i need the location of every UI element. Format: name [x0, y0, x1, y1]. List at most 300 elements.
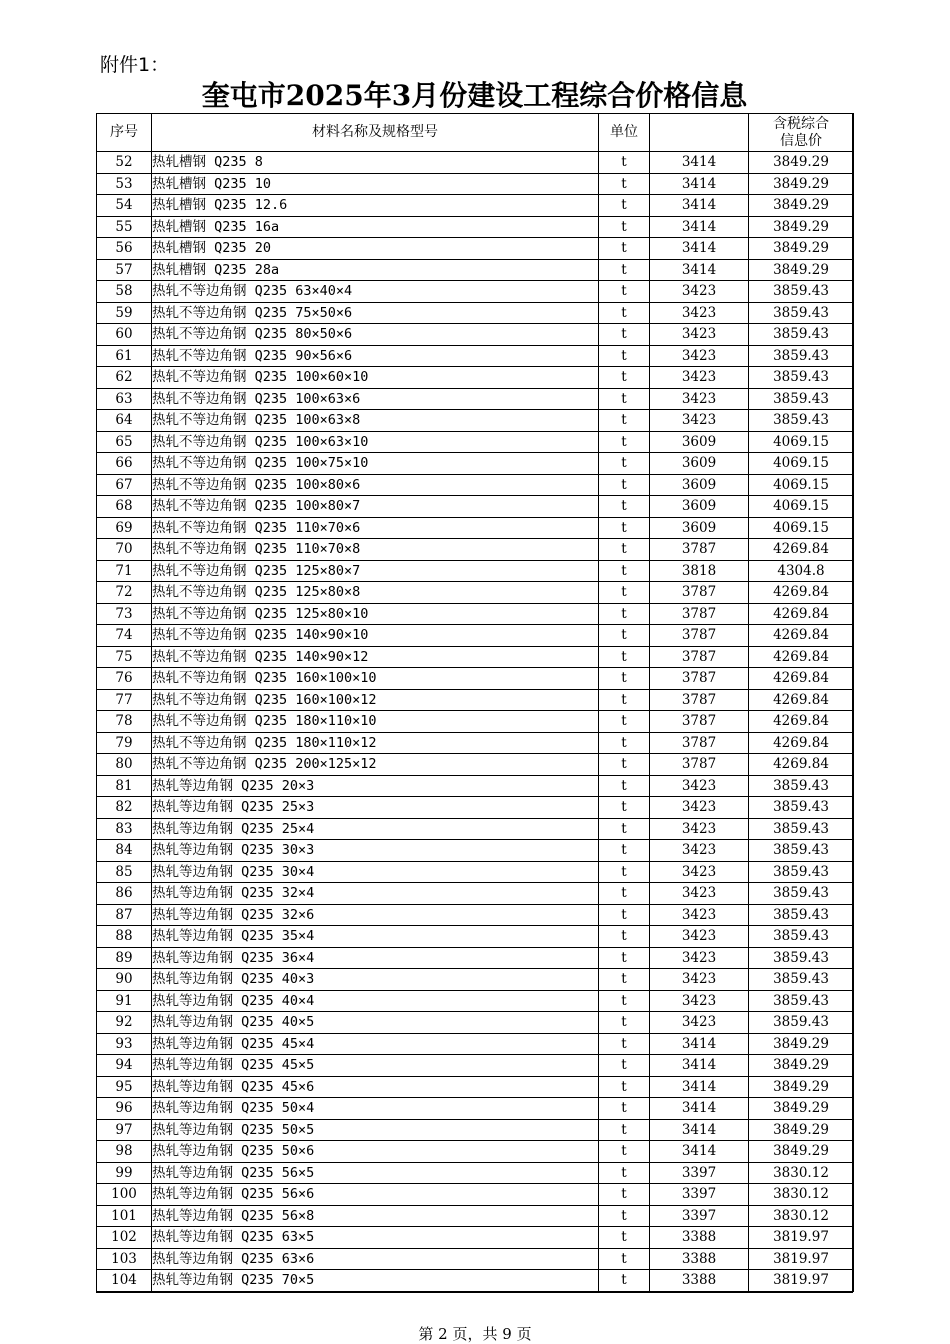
cell-price: 3849.29	[749, 1141, 854, 1163]
cell-name: 热轧等边角钢 Q235 50×4	[152, 1098, 599, 1120]
cell-seq: 68	[97, 496, 152, 518]
cell-unit: t	[599, 173, 650, 195]
cell-unit: t	[599, 259, 650, 281]
cell-seq: 100	[97, 1184, 152, 1206]
cell-seq: 99	[97, 1162, 152, 1184]
cell-seq: 83	[97, 818, 152, 840]
cell-seq: 90	[97, 969, 152, 991]
table-row	[97, 1033, 854, 1055]
table-row	[97, 1055, 854, 1077]
cell-unit: t	[599, 668, 650, 690]
cell-base: 3423	[650, 818, 749, 840]
cell-base: 3388	[650, 1227, 749, 1249]
cell-price: 3859.43	[749, 904, 854, 926]
cell-seq: 75	[97, 646, 152, 668]
cell-name: 热轧不等边角钢 Q235 75×50×6	[152, 302, 599, 324]
cell-seq: 103	[97, 1248, 152, 1270]
cell-price: 3859.43	[749, 345, 854, 367]
cell-unit: t	[599, 818, 650, 840]
cell-price: 3849.29	[749, 238, 854, 260]
cell-base: 3397	[650, 1184, 749, 1206]
header-name: 材料名称及规格型号	[152, 114, 599, 152]
table-row	[97, 453, 854, 475]
table-row	[97, 1119, 854, 1141]
cell-unit: t	[599, 797, 650, 819]
cell-name: 热轧不等边角钢 Q235 90×56×6	[152, 345, 599, 367]
cell-name: 热轧不等边角钢 Q235 180×110×10	[152, 711, 599, 733]
cell-base: 3609	[650, 517, 749, 539]
cell-unit: t	[599, 711, 650, 733]
cell-price: 3849.29	[749, 1119, 854, 1141]
cell-base: 3787	[650, 625, 749, 647]
table-row	[97, 969, 854, 991]
cell-seq: 77	[97, 689, 152, 711]
table-row	[97, 1227, 854, 1249]
cell-price: 3859.43	[749, 883, 854, 905]
cell-unit: t	[599, 1098, 650, 1120]
cell-seq: 76	[97, 668, 152, 690]
cell-price: 4069.15	[749, 517, 854, 539]
cell-name: 热轧等边角钢 Q235 56×8	[152, 1205, 599, 1227]
table-row	[97, 775, 854, 797]
cell-name: 热轧等边角钢 Q235 45×6	[152, 1076, 599, 1098]
cell-price: 3859.43	[749, 947, 854, 969]
cell-name: 热轧不等边角钢 Q235 125×80×10	[152, 603, 599, 625]
cell-unit: t	[599, 1270, 650, 1292]
cell-unit: t	[599, 474, 650, 496]
cell-unit: t	[599, 1205, 650, 1227]
cell-unit: t	[599, 238, 650, 260]
cell-price: 4269.84	[749, 603, 854, 625]
cell-name: 热轧等边角钢 Q235 40×4	[152, 990, 599, 1012]
cell-base: 3423	[650, 388, 749, 410]
cell-seq: 61	[97, 345, 152, 367]
cell-price: 3849.29	[749, 1055, 854, 1077]
cell-price: 3830.12	[749, 1184, 854, 1206]
cell-unit: t	[599, 195, 650, 217]
cell-name: 热轧等边角钢 Q235 36×4	[152, 947, 599, 969]
cell-price: 3859.43	[749, 840, 854, 862]
cell-price: 4269.84	[749, 754, 854, 776]
cell-price: 4269.84	[749, 689, 854, 711]
table-row	[97, 582, 854, 604]
table-row	[97, 689, 854, 711]
cell-unit: t	[599, 152, 650, 174]
cell-seq: 88	[97, 926, 152, 948]
cell-unit: t	[599, 1227, 650, 1249]
cell-seq: 70	[97, 539, 152, 561]
cell-unit: t	[599, 1184, 650, 1206]
cell-seq: 54	[97, 195, 152, 217]
cell-price: 4069.15	[749, 453, 854, 475]
table-row	[97, 1270, 854, 1292]
cell-base: 3414	[650, 1076, 749, 1098]
cell-seq: 58	[97, 281, 152, 303]
cell-base: 3818	[650, 560, 749, 582]
cell-name: 热轧不等边角钢 Q235 200×125×12	[152, 754, 599, 776]
table-row	[97, 1162, 854, 1184]
cell-price: 3849.29	[749, 152, 854, 174]
cell-price: 3859.43	[749, 367, 854, 389]
cell-unit: t	[599, 883, 650, 905]
cell-price: 3819.97	[749, 1248, 854, 1270]
cell-seq: 93	[97, 1033, 152, 1055]
cell-seq: 81	[97, 775, 152, 797]
cell-price: 4269.84	[749, 625, 854, 647]
cell-unit: t	[599, 410, 650, 432]
table-row	[97, 1076, 854, 1098]
cell-unit: t	[599, 1248, 650, 1270]
cell-base: 3397	[650, 1162, 749, 1184]
cell-unit: t	[599, 496, 650, 518]
table-row	[97, 517, 854, 539]
cell-seq: 62	[97, 367, 152, 389]
cell-name: 热轧不等边角钢 Q235 63×40×4	[152, 281, 599, 303]
cell-price: 4069.15	[749, 431, 854, 453]
cell-unit: t	[599, 1119, 650, 1141]
table-row	[97, 216, 854, 238]
cell-base: 3423	[650, 324, 749, 346]
cell-seq: 97	[97, 1119, 152, 1141]
table-row	[97, 345, 854, 367]
table-row	[97, 1184, 854, 1206]
cell-seq: 86	[97, 883, 152, 905]
cell-base: 3787	[650, 754, 749, 776]
cell-price: 4269.84	[749, 711, 854, 733]
cell-seq: 98	[97, 1141, 152, 1163]
table-row	[97, 625, 854, 647]
cell-name: 热轧等边角钢 Q235 32×6	[152, 904, 599, 926]
cell-seq: 59	[97, 302, 152, 324]
cell-unit: t	[599, 689, 650, 711]
table-row	[97, 797, 854, 819]
cell-base: 3423	[650, 969, 749, 991]
cell-name: 热轧不等边角钢 Q235 100×63×8	[152, 410, 599, 432]
cell-base: 3423	[650, 904, 749, 926]
cell-seq: 85	[97, 861, 152, 883]
table-header-row	[97, 114, 854, 152]
cell-unit: t	[599, 646, 650, 668]
table-row	[97, 904, 854, 926]
cell-unit: t	[599, 603, 650, 625]
cell-seq: 73	[97, 603, 152, 625]
cell-name: 热轧不等边角钢 Q235 80×50×6	[152, 324, 599, 346]
cell-unit: t	[599, 754, 650, 776]
cell-price: 3859.43	[749, 797, 854, 819]
cell-base: 3423	[650, 861, 749, 883]
table-row	[97, 195, 854, 217]
cell-price: 3859.43	[749, 926, 854, 948]
cell-seq: 94	[97, 1055, 152, 1077]
cell-base: 3414	[650, 238, 749, 260]
table-row	[97, 883, 854, 905]
cell-seq: 64	[97, 410, 152, 432]
cell-base: 3414	[650, 195, 749, 217]
table-row	[97, 388, 854, 410]
table-row	[97, 990, 854, 1012]
cell-base: 3414	[650, 216, 749, 238]
header-price-line2: 信息价	[780, 132, 822, 149]
cell-base: 3787	[650, 689, 749, 711]
cell-price: 3859.43	[749, 818, 854, 840]
cell-unit: t	[599, 904, 650, 926]
cell-name: 热轧槽钢 Q235 20	[152, 238, 599, 260]
cell-base: 3414	[650, 1033, 749, 1055]
cell-seq: 65	[97, 431, 152, 453]
cell-seq: 80	[97, 754, 152, 776]
cell-seq: 67	[97, 474, 152, 496]
cell-name: 热轧不等边角钢 Q235 160×100×10	[152, 668, 599, 690]
cell-seq: 104	[97, 1270, 152, 1292]
table-row	[97, 603, 854, 625]
cell-base: 3609	[650, 496, 749, 518]
table-row	[97, 173, 854, 195]
cell-unit: t	[599, 926, 650, 948]
cell-name: 热轧等边角钢 Q235 63×6	[152, 1248, 599, 1270]
cell-price: 3819.97	[749, 1270, 854, 1292]
cell-base: 3423	[650, 775, 749, 797]
table-row	[97, 1205, 854, 1227]
table-row	[97, 1248, 854, 1270]
cell-base: 3423	[650, 797, 749, 819]
cell-unit: t	[599, 302, 650, 324]
cell-name: 热轧不等边角钢 Q235 100×80×6	[152, 474, 599, 496]
cell-price: 3849.29	[749, 1033, 854, 1055]
cell-base: 3414	[650, 1119, 749, 1141]
cell-unit: t	[599, 281, 650, 303]
cell-seq: 96	[97, 1098, 152, 1120]
cell-name: 热轧槽钢 Q235 10	[152, 173, 599, 195]
cell-unit: t	[599, 947, 650, 969]
cell-seq: 91	[97, 990, 152, 1012]
cell-price: 3859.43	[749, 969, 854, 991]
cell-seq: 66	[97, 453, 152, 475]
table-row	[97, 947, 854, 969]
cell-seq: 101	[97, 1205, 152, 1227]
header-price	[749, 114, 854, 152]
cell-base: 3787	[650, 646, 749, 668]
cell-unit: t	[599, 345, 650, 367]
cell-seq: 69	[97, 517, 152, 539]
cell-name: 热轧不等边角钢 Q235 140×90×10	[152, 625, 599, 647]
cell-name: 热轧等边角钢 Q235 30×3	[152, 840, 599, 862]
cell-seq: 57	[97, 259, 152, 281]
cell-seq: 87	[97, 904, 152, 926]
cell-price: 3859.43	[749, 324, 854, 346]
table-row	[97, 496, 854, 518]
cell-name: 热轧等边角钢 Q235 45×5	[152, 1055, 599, 1077]
cell-price: 3830.12	[749, 1162, 854, 1184]
cell-price: 4069.15	[749, 474, 854, 496]
cell-base: 3423	[650, 281, 749, 303]
cell-price: 3859.43	[749, 410, 854, 432]
cell-seq: 79	[97, 732, 152, 754]
cell-base: 3388	[650, 1248, 749, 1270]
cell-name: 热轧等边角钢 Q235 50×6	[152, 1141, 599, 1163]
cell-seq: 84	[97, 840, 152, 862]
cell-name: 热轧不等边角钢 Q235 100×63×10	[152, 431, 599, 453]
cell-unit: t	[599, 1033, 650, 1055]
table-row	[97, 1012, 854, 1034]
header-price-line1: 含税综合	[773, 115, 829, 132]
table-row	[97, 560, 854, 582]
cell-price: 3849.29	[749, 195, 854, 217]
header-seq: 序号	[97, 114, 152, 152]
table-row	[97, 281, 854, 303]
cell-name: 热轧不等边角钢 Q235 110×70×8	[152, 539, 599, 561]
cell-unit: t	[599, 431, 650, 453]
cell-base: 3414	[650, 259, 749, 281]
cell-base: 3787	[650, 668, 749, 690]
cell-price: 4269.84	[749, 539, 854, 561]
cell-seq: 56	[97, 238, 152, 260]
cell-base: 3388	[650, 1270, 749, 1292]
cell-price: 3859.43	[749, 1012, 854, 1034]
table-row	[97, 646, 854, 668]
cell-name: 热轧等边角钢 Q235 20×3	[152, 775, 599, 797]
cell-base: 3423	[650, 990, 749, 1012]
cell-seq: 82	[97, 797, 152, 819]
cell-name: 热轧不等边角钢 Q235 110×70×6	[152, 517, 599, 539]
table-row	[97, 259, 854, 281]
table-row	[97, 367, 854, 389]
cell-name: 热轧槽钢 Q235 28a	[152, 259, 599, 281]
cell-name: 热轧不等边角钢 Q235 100×75×10	[152, 453, 599, 475]
cell-unit: t	[599, 840, 650, 862]
price-table	[96, 113, 854, 1292]
cell-unit: t	[599, 969, 650, 991]
cell-unit: t	[599, 625, 650, 647]
cell-price: 3819.97	[749, 1227, 854, 1249]
cell-price: 3849.29	[749, 216, 854, 238]
cell-price: 3849.29	[749, 1098, 854, 1120]
cell-price: 3849.29	[749, 259, 854, 281]
cell-unit: t	[599, 775, 650, 797]
cell-base: 3423	[650, 947, 749, 969]
cell-unit: t	[599, 1141, 650, 1163]
cell-name: 热轧不等边角钢 Q235 125×80×8	[152, 582, 599, 604]
cell-name: 热轧不等边角钢 Q235 100×60×10	[152, 367, 599, 389]
cell-name: 热轧等边角钢 Q235 32×4	[152, 883, 599, 905]
cell-price: 3859.43	[749, 990, 854, 1012]
table-row	[97, 302, 854, 324]
header-unit: 单位	[599, 114, 650, 152]
table-row	[97, 410, 854, 432]
cell-price: 4304.8	[749, 560, 854, 582]
table-row	[97, 474, 854, 496]
cell-name: 热轧槽钢 Q235 8	[152, 152, 599, 174]
cell-unit: t	[599, 1162, 650, 1184]
table-row	[97, 238, 854, 260]
table-row	[97, 539, 854, 561]
cell-base: 3787	[650, 711, 749, 733]
cell-unit: t	[599, 1076, 650, 1098]
cell-name: 热轧不等边角钢 Q235 160×100×12	[152, 689, 599, 711]
cell-unit: t	[599, 990, 650, 1012]
header-base	[650, 114, 749, 152]
cell-price: 3859.43	[749, 281, 854, 303]
cell-name: 热轧等边角钢 Q235 45×4	[152, 1033, 599, 1055]
cell-unit: t	[599, 539, 650, 561]
cell-name: 热轧等边角钢 Q235 63×5	[152, 1227, 599, 1249]
cell-price: 3849.29	[749, 173, 854, 195]
cell-unit: t	[599, 367, 650, 389]
table-row	[97, 1098, 854, 1120]
cell-unit: t	[599, 216, 650, 238]
cell-price: 4269.84	[749, 668, 854, 690]
cell-base: 3423	[650, 410, 749, 432]
cell-base: 3423	[650, 345, 749, 367]
cell-seq: 71	[97, 560, 152, 582]
cell-base: 3414	[650, 1098, 749, 1120]
cell-base: 3423	[650, 302, 749, 324]
cell-unit: t	[599, 388, 650, 410]
cell-base: 3414	[650, 1055, 749, 1077]
table-row	[97, 840, 854, 862]
table-row	[97, 668, 854, 690]
cell-price: 4069.15	[749, 496, 854, 518]
cell-name: 热轧等边角钢 Q235 30×4	[152, 861, 599, 883]
cell-unit: t	[599, 582, 650, 604]
cell-name: 热轧等边角钢 Q235 40×3	[152, 969, 599, 991]
cell-seq: 102	[97, 1227, 152, 1249]
cell-name: 热轧等边角钢 Q235 56×6	[152, 1184, 599, 1206]
cell-base: 3423	[650, 1012, 749, 1034]
cell-seq: 55	[97, 216, 152, 238]
cell-name: 热轧槽钢 Q235 12.6	[152, 195, 599, 217]
cell-base: 3414	[650, 152, 749, 174]
cell-name: 热轧等边角钢 Q235 25×3	[152, 797, 599, 819]
cell-unit: t	[599, 1055, 650, 1077]
cell-base: 3414	[650, 173, 749, 195]
cell-base: 3423	[650, 840, 749, 862]
cell-name: 热轧不等边角钢 Q235 180×110×12	[152, 732, 599, 754]
table-row	[97, 324, 854, 346]
cell-unit: t	[599, 560, 650, 582]
cell-base: 3423	[650, 926, 749, 948]
cell-seq: 60	[97, 324, 152, 346]
cell-base: 3423	[650, 367, 749, 389]
cell-name: 热轧槽钢 Q235 16a	[152, 216, 599, 238]
cell-seq: 78	[97, 711, 152, 733]
attachment-label: 附件1：	[100, 54, 170, 76]
cell-unit: t	[599, 861, 650, 883]
cell-price: 4269.84	[749, 646, 854, 668]
cell-name: 热轧等边角钢 Q235 56×5	[152, 1162, 599, 1184]
cell-seq: 92	[97, 1012, 152, 1034]
cell-price: 3859.43	[749, 861, 854, 883]
cell-name: 热轧等边角钢 Q235 50×5	[152, 1119, 599, 1141]
cell-unit: t	[599, 732, 650, 754]
cell-unit: t	[599, 453, 650, 475]
cell-base: 3609	[650, 474, 749, 496]
cell-base: 3414	[650, 1141, 749, 1163]
cell-price: 3859.43	[749, 388, 854, 410]
cell-seq: 72	[97, 582, 152, 604]
cell-price: 3849.29	[749, 1076, 854, 1098]
cell-unit: t	[599, 517, 650, 539]
cell-name: 热轧不等边角钢 Q235 100×63×6	[152, 388, 599, 410]
table-row	[97, 861, 854, 883]
cell-base: 3787	[650, 582, 749, 604]
cell-seq: 95	[97, 1076, 152, 1098]
cell-name: 热轧不等边角钢 Q235 125×80×7	[152, 560, 599, 582]
cell-price: 3859.43	[749, 302, 854, 324]
table-row	[97, 732, 854, 754]
cell-seq: 53	[97, 173, 152, 195]
cell-name: 热轧等边角钢 Q235 35×4	[152, 926, 599, 948]
cell-price: 3830.12	[749, 1205, 854, 1227]
